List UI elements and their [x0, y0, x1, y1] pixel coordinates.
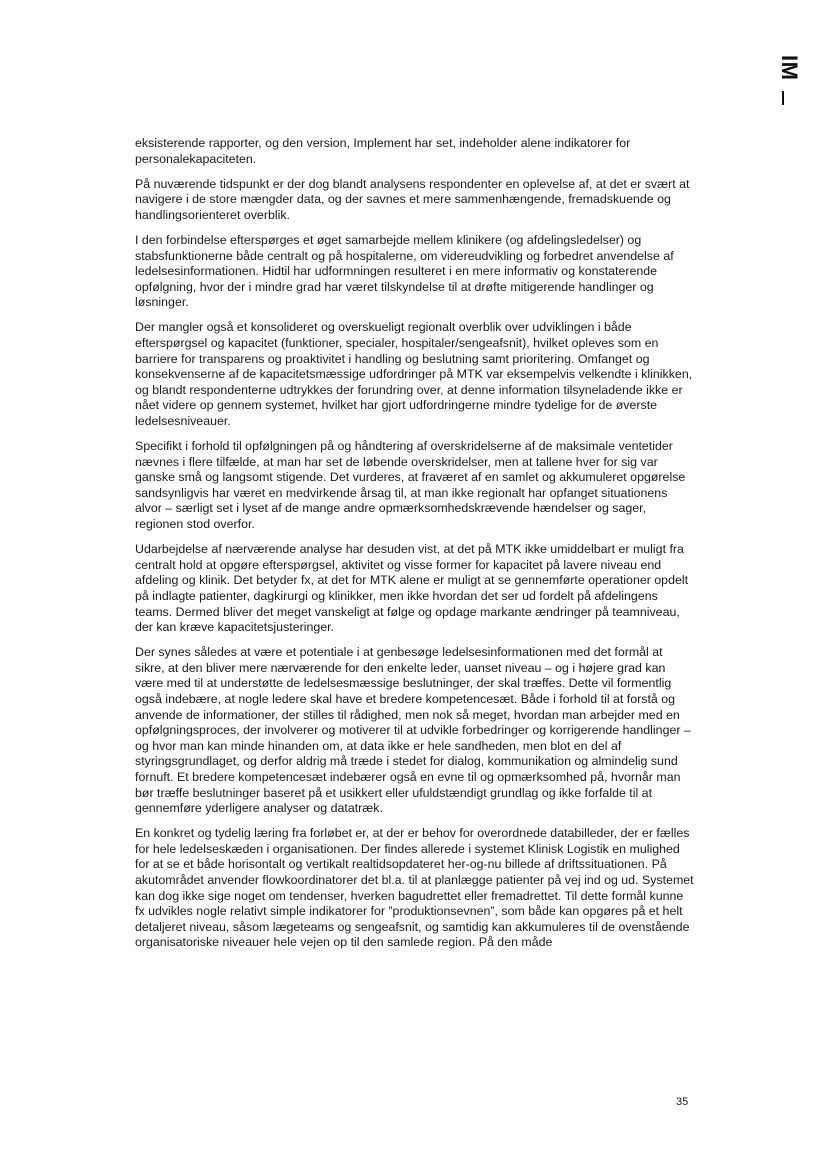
paragraph: I den forbindelse efterspørges et øget samarbejde mellem klinikere (og afdelingsledelser) og stabsfunktionerne både centralt og på hospitalerne, om videreudvikling og forbedret anvendelse af ledelsesinformationen. Hidtil har udformningen resulteret i en mere informativ og konstaterende opfølgning, hvor der i mindre grad har været tilskyndelse til at drøfte mitigerende handlinger og løsninger.: [135, 232, 674, 310]
implement-logo: [768, 55, 808, 95]
paragraph: Der mangler også et konsolideret og overskueligt regionalt overblik over udviklingen i både efterspørgsel og kapacitet (funktioner, specialer, hospitaler/sengeafsnit), hvilket opleves som en barriere for transparens og proaktivitet i handling og beslutning samt prioritering. Omfanget og konsekvenserne af de kapacitetsmæssige udfordringer på MTK var eksempelvis velkendte i klinikken, og blandt respondenterne udtrykkes der forundring over, at denne information tilsyneladende ikke er nået videre op gennem systemet, hvilket har gjort udfordringerne mindre tydelige for de øverste ledelsesniveauer.: [135, 320, 693, 428]
paragraph: På nuværende tidspunkt er der dog blandt analysens respondenter en oplevelse af, at det er svært at navigere i de store mængder data, og der savnes et mere sammenhængende, fremadskuende og handlingsorienteret overblik.: [135, 176, 690, 222]
paragraph: En konkret og tydelig læring fra forløbet er, at der er behov for overordnede databilleder, der er fælles for hele ledelseskæden i organisationen. Der findes allerede i systemet Klinisk Logistik en mulighed for at se et både horisontalt og vertikalt realtidsopdateret her-og-nu billede af driftssituationen. På akutområdet anvender flowkoordinatorer det bl.a. til at planlægge patienter på vej ind og ud. Systemet kan dog ikke sige noget om tendenser, hverken bagudrettet eller fremadrettet. Til dette formål kunne fx udvikles nogle relativt simple indikatorer for ”produktionsevnen”, som både kan opgøres på et helt detaljeret niveau, såsom lægeteams og sengeafsnit, og samtidig kan akkumuleres til de ovenstående organisatoriske niveauer hele vejen op til den samlede region. På den måde: [135, 826, 694, 950]
paragraph: Udarbejdelse af nærværende analyse har desuden vist, at det på MTK ikke umiddelbart er muligt fra centralt hold at opgøre efterspørgsel, aktivitet og visse former for kapacitet på lavere niveau end afdeling og klinik. Det betyder fx, at det for MTK alene er muligt at se gennemførte operationer opdelt på indlagte patienter, dagkirurgi og klinikker, men ikke hvordan det ser ud fordelt på afdelingens teams. Dermed bliver det meget vanskeligt at følge og opdage markante ændringer på teamniveau, der kan kræve kapacitetsjusteringer.: [135, 542, 689, 635]
logo-underscore-mark: [782, 91, 784, 105]
logo-text: IM: [777, 55, 802, 81]
paragraph: eksisterende rapporter, og den version, Implement har set, indeholder alene indikatorer for personalekapaciteten.: [135, 136, 631, 166]
paragraph: Der synes således at være et potentiale i at genbesøge ledelsesinformationen med det formål at sikre, at den bliver mere nærværende for den enkelte leder, uanset niveau – og i højere grad kan være med til at understøtte de ledelsesmæssige beslutninger, der skal træffes. Dette vil formentlig også indebære, at nogle ledere skal have et bredere kompetencesæt. Både i forhold til at forstå og anvende de informationer, der stilles til rådighed, men nok så meget, hvordan man arbejder med en opfølgningsproces, der involverer og motiverer til at udvikle forbedringer og korrigerende handlinger – og hvor man kan minde hinanden om, at data ikke er hele sandheden, men blot en del af styringsgrundlaget, og derfor aldrig må træde i stedet for dialog, kommunikation og almindelig sund fornuft. Et bredere kompetencesæt indebærer også en evne til og opmærksomhed på, hvornår man bør træffe beslutninger baseret på et usikkert eller ufuldstændigt grundlag og ikke forfalde til at gennemføre yderligere analyser og datatræk.: [135, 645, 691, 816]
page-number: 35: [676, 1096, 689, 1108]
paragraph: Specifikt i forhold til opfølgningen på og håndtering af overskridelserne af de maksimale ventetider nævnes i flere tilfælde, at man har set de løbende overskridelser, men at tallene hver for sig var ganske små og langsomt stigende. Det vurderes, at fraværet af en samlet og akkumuleret opgørelse sandsynligvis har været en medvirkende årsag til, at man ikke regionalt har opfanget situationens alvor – særligt set i lyset af de mange andre opmærksomhedskrævende hændelser og sager, regionen stod overfor.: [135, 439, 686, 532]
body-text: [135, 136, 695, 961]
